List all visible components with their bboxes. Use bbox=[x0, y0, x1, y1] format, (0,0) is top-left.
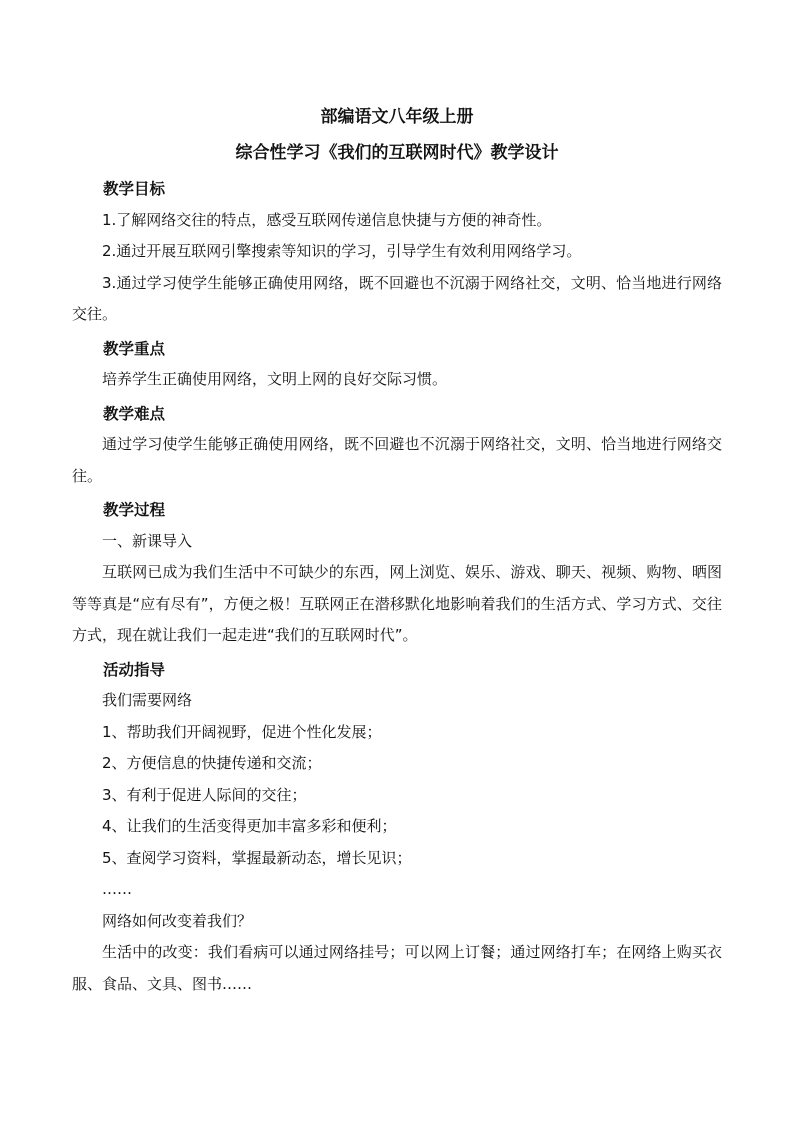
objective-3: 3.通过学习使学生能够正确使用网络，既不回避也不沉溺于网络社交，文明、恰当地进行网络交往。 bbox=[72, 273, 722, 323]
key-point-text: 培养学生正确使用网络，文明上网的良好交际习惯。 bbox=[102, 370, 448, 388]
objective-2: 2.通过开展互联网引擎搜索等知识的学习，引导学生有效利用网络学习。 bbox=[102, 242, 582, 260]
activity-life-change: 生活中的改变：我们看病可以通过网络挂号；可以网上订餐；通过网络打车；在网络上购买衣服、食品、文具、图书…… bbox=[72, 943, 722, 993]
activity-item-2: 2、方便信息的快捷传递和交流； bbox=[102, 754, 322, 772]
section-heading-process: 教学过程 bbox=[103, 500, 166, 519]
section-heading-key-points: 教学重点 bbox=[103, 338, 166, 358]
activity-item-5: 5、查阅学习资料，掌握最新动态，增长见识； bbox=[102, 848, 412, 867]
activity-ellipsis: …… bbox=[102, 880, 132, 898]
title-line-1: 部编语文八年级上册 bbox=[320, 107, 474, 127]
activity-item-4: 4、让我们的生活变得更加丰富多彩和便利； bbox=[102, 817, 397, 835]
activity-question: 网络如何改变着我们？ bbox=[102, 911, 253, 930]
objective-1: 1.了解网络交往的特点，感受互联网传递信息快捷与方便的神奇性。 bbox=[102, 210, 552, 229]
title-line-2: 综合性学习《我们的互联网时代》教学设计 bbox=[235, 143, 559, 163]
process-intro-text: 互联网已成为我们生活中不可缺少的东西，网上浏览、娱乐、游戏、聊天、视频、购物、晒图等等真是“应有尽有”，方便之极！互联网正在潜移默化地影响着我们的生活方式、学习方式、交往方式，现在就让我们一起走进“我们的互联网时代”。 bbox=[72, 563, 722, 644]
section-heading-activity: 活动指导 bbox=[103, 659, 166, 679]
section-heading-objectives: 教学目标 bbox=[103, 179, 166, 198]
process-intro-label: 一、新课导入 bbox=[102, 531, 193, 550]
section-heading-difficulties: 教学难点 bbox=[103, 403, 166, 423]
activity-subheading: 我们需要网络 bbox=[102, 691, 193, 709]
activity-item-1: 1、帮助我们开阔视野，促进个性化发展； bbox=[102, 722, 382, 741]
difficulty-text: 通过学习使学生能够正确使用网络，既不回避也不沉溺于网络社交，文明、恰当地进行网络交往。 bbox=[72, 435, 722, 485]
document-body bbox=[72, 99, 722, 1000]
activity-item-3: 3、有利于促进人际间的交往； bbox=[102, 785, 307, 804]
